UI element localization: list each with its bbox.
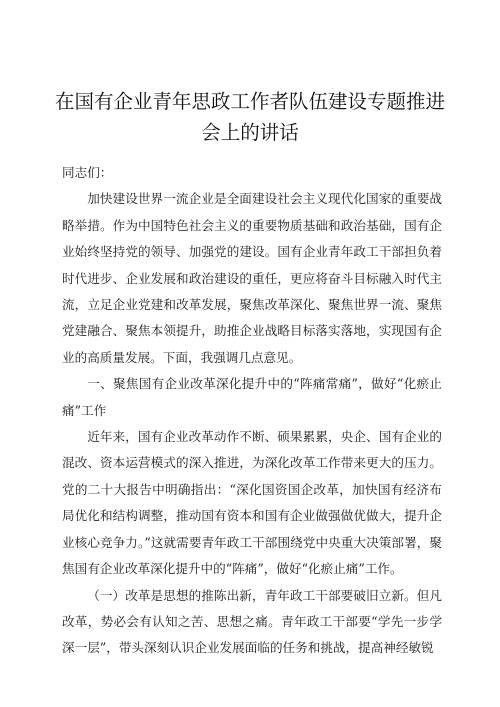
paragraph-intro: 加快建设世界一流企业是全面建设社会主义现代化国家的重要战略举措。作为中国特色社会主义的重要物质基础和政治基础，国有企业始终坚持党的领导、加强党的建设。国有企业青年政工干部担负着时代进步、企业发展和政治建设的重任，更应将奋斗目标融入时代主流，立足企业党建和改革发展，聚焦改革深化、聚焦世界一流、聚焦党建融合、聚焦本领提升，助推企业战略目标落实落地，实现国有企业的高质量发展。下面，我强调几点意见。 [62, 191, 442, 365]
section-heading-1: 一、聚焦国有企业改革深化提升中的“阵痛常痛”，做好“化瘀止痛”工作 [62, 376, 442, 418]
document-body [62, 160, 442, 662]
document-title [50, 86, 450, 148]
salutation: 同志们： [62, 165, 113, 180]
subsection-1: （一）改革是思想的推陈出新，青年政工干部要破旧立新。但凡改革，势必会有认知之苦、思想之痛。青年政工干部要“学先一步学深一层”，带头深刻认识企业发展面临的任务和挑战，提高神经敏锐 [62, 587, 442, 656]
paragraph-reform: 近年来，国有企业改革动作不断、硕果累累，央企、国有企业的混改、资本运营模式的深入推进，为深化改革工作带来更大的压力。党的二十大报告中明确指出：“深化国资国企改革，加快国有经济布局优化和结构调整，推动国有资本和国有企业做强做优做大，提升企业核心竞争力。”这就需要青年政工干部围绕党中央重大决策部署，聚焦国有企业改革深化提升中的“阵痛”，做好“化瘀止痛”工作。 [62, 429, 442, 577]
title-line-2: 会上的讲话 [201, 121, 299, 144]
title-line-1: 在国有企业青年思政工作者队伍建设专题推进 [54, 90, 445, 113]
